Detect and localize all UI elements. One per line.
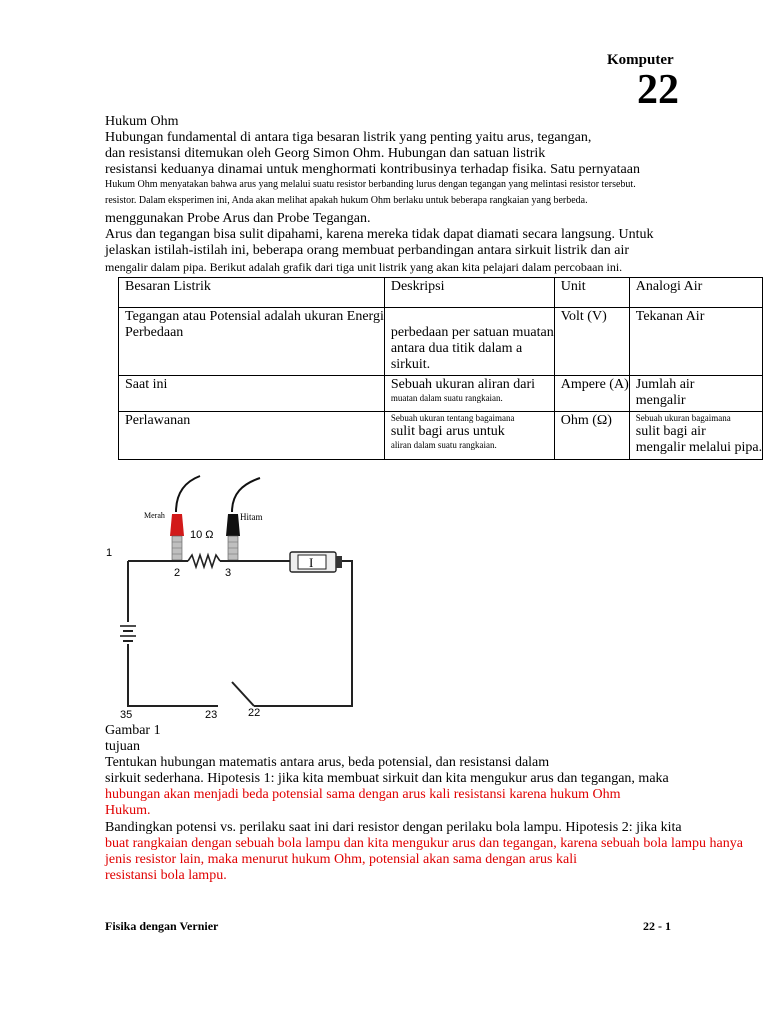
intro-line: menggunakan Probe Arus dan Probe Tegangan.: [105, 211, 371, 226]
analogy-cell: Tekanan Air: [629, 308, 762, 376]
unit-cell: Volt (V): [554, 308, 629, 376]
intro-line-small: Hukum Ohm menyatakan bahwa arus yang melalui suatu resistor berbanding lurus dengan tegangan yang melintasi resistor tersebut.: [105, 179, 636, 190]
analogy-line-small: Sebuah ukuran bagaimana: [635, 413, 731, 423]
footer-book-title: Fisika dengan Vernier: [105, 919, 219, 933]
quantity-text: Tegangan atau Potensial adalah ukuran Energi: [125, 309, 384, 324]
node-label: 35: [120, 709, 133, 721]
description-line: sulit bagi arus untuk: [390, 424, 505, 439]
description-line: Sebuah ukuran aliran dari: [390, 377, 536, 392]
header-cell: Deskripsi: [384, 278, 554, 308]
black-lead-label: Hitam: [240, 512, 263, 522]
current-probe: [290, 552, 342, 572]
table-row: [119, 412, 763, 460]
figure-caption: Gambar 1: [105, 723, 161, 738]
quantity-cell: Saat ini: [119, 376, 385, 412]
black-probe-clip: [226, 514, 240, 560]
node-label: 3: [225, 567, 232, 579]
description-cell: [384, 308, 554, 376]
hypothesis-line: buat rangkaian dengan sebuah bola lampu dan kita mengukur arus dan tegangan, karena sebuah bola lampu hanya: [105, 836, 743, 851]
analogy-line: mengalir: [635, 393, 686, 408]
hypothesis-line: resistansi bola lampu.: [105, 868, 227, 883]
description-line: antara dua titik dalam a: [390, 341, 523, 356]
description-line-small: Sebuah ukuran tentang bagaimana: [390, 413, 515, 423]
section-label: Komputer: [607, 52, 674, 68]
quantity-text: Perbedaan: [125, 325, 184, 340]
electrical-units-table: [118, 277, 763, 460]
table-header-row: [119, 278, 763, 308]
red-probe-clip: [170, 514, 184, 560]
footer-page-number: 22 - 1: [643, 919, 671, 933]
intro-line: Arus dan tegangan bisa sulit dipahami, karena mereka tidak dapat diamati secara langsung. Untuk: [105, 227, 654, 242]
circuit-diagram: [104, 474, 380, 722]
analogy-line: Jumlah air: [635, 377, 695, 392]
node-label: 22: [248, 707, 261, 719]
description-line-small: aliran dalam suatu rangkaian.: [390, 440, 497, 450]
header-cell: Besaran Listrik: [119, 278, 385, 308]
battery-symbol: [118, 622, 138, 644]
description-line: sirkuit.: [390, 357, 431, 372]
body-line: sirkuit sederhana. Hipotesis 1: jika kita membuat sirkuit dan kita mengukur arus dan tegangan, maka: [105, 771, 669, 786]
body-line: Bandingkan potensi vs. perilaku saat ini dari resistor dengan perilaku bola lampu. Hipotesis 2: jika kita: [105, 820, 682, 835]
unit-cell: Ohm (Ω): [554, 412, 629, 460]
analogy-line: sulit bagi air: [635, 424, 706, 439]
unit-cell: Ampere (A): [554, 376, 629, 412]
analogy-cell: [629, 376, 762, 412]
hypothesis-line: Hukum.: [105, 803, 151, 818]
intro-line-small: resistor. Dalam eksperimen ini, Anda akan melihat apakah hukum Ohm berlaku untuk beberapa rangkaian yang berbeda.: [105, 195, 588, 206]
header-cell: Analogi Air: [629, 278, 762, 308]
quantity-cell: [119, 308, 385, 376]
intro-line: Hubungan fundamental di antara tiga besaran listrik yang penting yaitu arus, tegangan,: [105, 130, 592, 145]
description-cell: [384, 412, 554, 460]
hypothesis-line: hubungan akan menjadi beda potensial sama dengan arus kali resistansi karena hukum Ohm: [105, 787, 621, 802]
section-title: Hukum Ohm: [105, 114, 179, 129]
table-row: [119, 376, 763, 412]
description-line: perbedaan per satuan muatan: [390, 325, 554, 340]
hypothesis-line: jenis resistor lain, maka menurut hukum Ohm, potensial akan sama dengan arus kali: [105, 852, 577, 867]
node-label: 23: [205, 709, 218, 721]
resistor-label: 10 Ω: [190, 529, 214, 541]
intro-line: resistansi keduanya dinamai untuk menghormati kontribusinya terhadap fisika. Satu pernyataan: [105, 162, 640, 177]
analogy-line: mengalir melalui pipa.: [635, 440, 763, 455]
red-lead-label: Merah: [144, 511, 165, 520]
analogy-cell: [629, 412, 762, 460]
quantity-cell: Perlawanan: [119, 412, 385, 460]
node-label: 1: [106, 547, 113, 559]
objective-heading: tujuan: [105, 739, 140, 754]
body-line: Tentukan hubungan matematis antara arus, beda potensial, dan resistansi dalam: [105, 755, 550, 770]
intro-line: jelaskan istilah-istilah ini, beberapa orang membuat perbandingan antara sirkuit listrik dan air: [105, 243, 630, 258]
intro-line: dan resistansi ditemukan oleh Georg Simon Ohm. Hubungan dan satuan listrik: [105, 146, 546, 161]
current-probe-label: I: [309, 555, 314, 570]
node-label: 2: [174, 567, 181, 579]
chapter-number: 22: [637, 67, 679, 113]
header-cell: Unit: [554, 278, 629, 308]
table-row: [119, 308, 763, 376]
intro-line: mengalir dalam pipa. Berikut adalah grafik dari tiga unit listrik yang akan kita pelajari dalam percobaan ini.: [105, 260, 623, 274]
description-cell: [384, 376, 554, 412]
description-line-small: muatan dalam suatu rangkaian.: [390, 393, 503, 403]
